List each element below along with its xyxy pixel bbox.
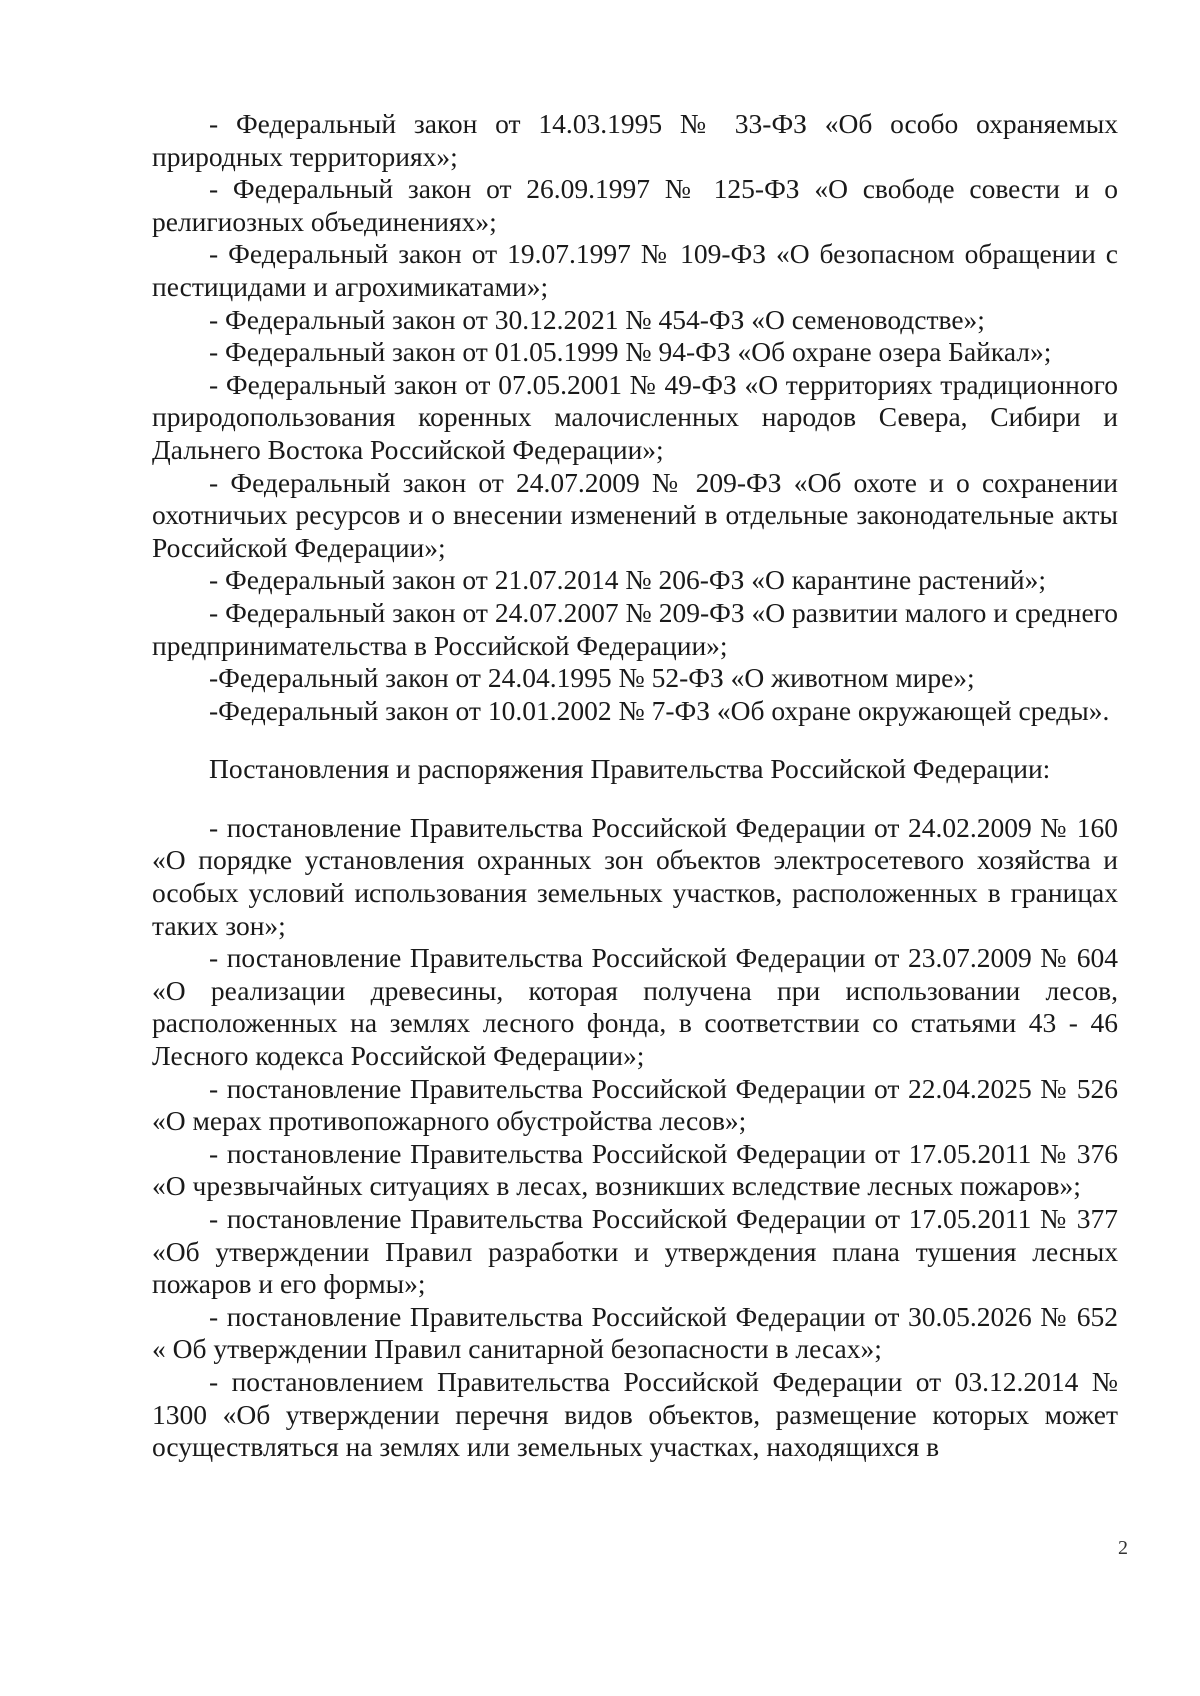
page-number: 2 (1118, 1537, 1128, 1559)
decree-item-7: - постановлением Правительства Российской Федерации от 03.12.2014 № 1300 «Об утверждении перечня видов объектов, размещение которых может осуществляться на землях или земельных участках, находящихся в (152, 1365, 1118, 1463)
law-item-6: - Федеральный закон от 07.05.2001 № 49-ФЗ «О территориях традиционного природопользования коренных малочисленных народов Севера, Сибири и Дальнего Востока Российской Федерации»; (152, 368, 1118, 465)
law-item-1: - Федеральный закон от 14.03.1995 № 33-ФЗ «Об особо охраняемых природных территориях»; (152, 108, 1118, 172)
decree-item-2: - постановление Правительства Российской Федерации от 23.07.2009 № 604 «О реализации древесины, которая получена при использовании лесов, расположенных на землях лесного фонда, в соответствии со статьями 43 - 46 Лесного кодекса Российской Федерации»; (152, 942, 1118, 1072)
law-item-9: - Федеральный закон от 24.07.2007 № 209-ФЗ «О развитии малого и среднего предпринимательства в Российской Федерации»; (152, 596, 1118, 661)
law-item-7: - Федеральный закон от 24.07.2009 № 209-ФЗ «Об охоте и о сохранении охотничьих ресурсов и о внесении изменений в отдельные законодательные акты Российской Федерации»; (152, 466, 1118, 563)
law-item-5: - Федеральный закон от 01.05.1999 № 94-ФЗ «Об охране озера Байкал»; (209, 336, 1052, 368)
law-item-10: -Федеральный закон от 24.04.1995 № 52-ФЗ «О животном мире»; (209, 662, 975, 694)
law-item-2: - Федеральный закон от 26.09.1997 № 125-ФЗ «О свободе совести и о религиозных объединениях»; (152, 173, 1118, 237)
law-item-3: - Федеральный закон от 19.07.1997 № 109-ФЗ «О безопасном обращении с пестицидами и агрохимикатами»; (152, 238, 1118, 302)
document-page (152, 108, 1118, 1464)
section-heading: Постановления и распоряжения Правительства Российской Федерации: (209, 753, 1051, 785)
decree-item-3: - постановление Правительства Российской Федерации от 22.04.2025 № 526 «О мерах противопожарного обустройства лесов»; (152, 1072, 1118, 1137)
decree-item-4: - постановление Правительства Российской Федерации от 17.05.2011 № 376 «О чрезвычайных ситуациях в лесах, возникших вследствие лесных пожаров»; (152, 1137, 1118, 1202)
decree-item-5: - постановление Правительства Российской Федерации от 17.05.2011 № 377 «Об утверждении Правил разработки и утверждения плана тушения лесных пожаров и его формы»; (152, 1203, 1118, 1300)
law-item-8: - Федеральный закон от 21.07.2014 № 206-ФЗ «О карантине растений»; (209, 564, 1046, 596)
law-item-11: -Федеральный закон от 10.01.2002 № 7-ФЗ «Об охране окружающей среды». (209, 694, 1110, 726)
decree-item-1: - постановление Правительства Российской Федерации от 24.02.2009 № 160 «О порядке установления охранных зон объектов электросетевого хозяйства и особых условий использования земельных участков, расположенных в границах таких зон»; (152, 811, 1118, 941)
law-item-4: - Федеральный закон от 30.12.2021 № 454-ФЗ «О семеноводстве»; (209, 303, 985, 335)
decree-item-6: - постановление Правительства Российской Федерации от 30.05.2026 № 652 « Об утверждении Правил санитарной безопасности в лесах»; (152, 1300, 1118, 1365)
